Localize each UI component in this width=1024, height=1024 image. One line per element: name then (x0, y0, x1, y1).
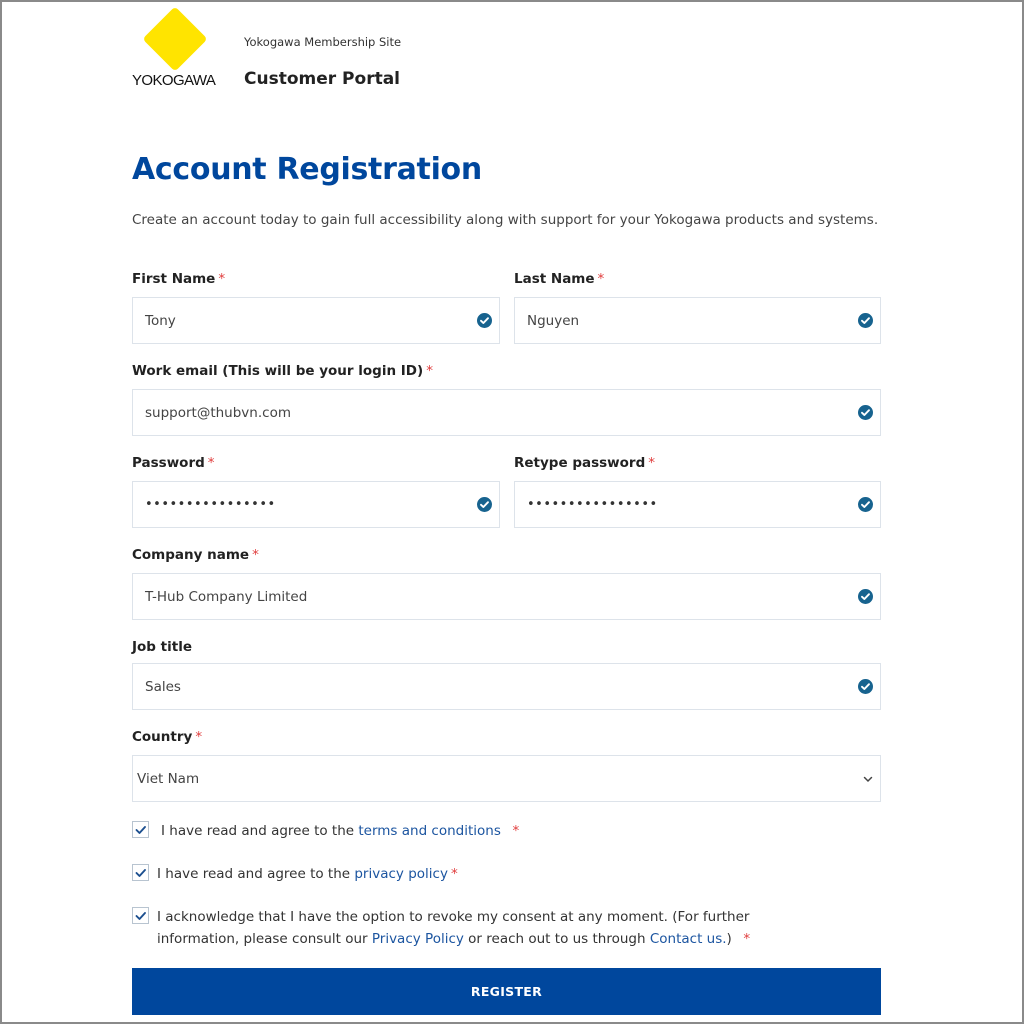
email-label (132, 363, 433, 379)
consent-terms-row (132, 820, 519, 842)
valid-check-icon (858, 589, 873, 604)
last-name-input[interactable] (514, 297, 881, 344)
logo-wordmark: YOKOGAWA (132, 72, 216, 89)
chevron-down-icon (862, 773, 874, 785)
site-title: Customer Portal (244, 69, 400, 89)
valid-check-icon (858, 313, 873, 328)
required-asterisk: * (252, 547, 259, 563)
job-title-value: Sales (145, 678, 181, 695)
privacy-text (157, 863, 458, 885)
first-name-label-text: First Name (132, 271, 216, 287)
revoke-consent-checkbox[interactable] (132, 907, 149, 924)
valid-check-icon (858, 679, 873, 694)
required-asterisk: * (207, 455, 215, 471)
retype-password-input[interactable] (514, 481, 881, 528)
consent-revoke-row (132, 906, 832, 950)
retype-password-label (514, 455, 655, 471)
valid-check-icon (858, 497, 873, 512)
email-label-text: Work email (This will be your login ID) (132, 363, 424, 379)
terms-checkbox[interactable] (132, 821, 149, 838)
country-value: Viet Nam (137, 770, 200, 787)
site-subtitle: Yokogawa Membership Site (244, 35, 402, 49)
company-input[interactable] (132, 573, 881, 620)
required-asterisk: * (743, 931, 751, 947)
required-asterisk: * (512, 823, 520, 839)
last-name-value: Nguyen (527, 312, 580, 329)
terms-text (161, 820, 519, 842)
valid-check-icon (477, 497, 492, 512)
valid-check-icon (477, 313, 492, 328)
required-asterisk: * (648, 455, 655, 471)
privacy-policy-link[interactable]: privacy policy (354, 866, 448, 882)
first-name-input[interactable] (132, 297, 500, 344)
terms-link[interactable]: terms and conditions (358, 823, 501, 839)
company-label (132, 547, 259, 563)
valid-check-icon (858, 405, 873, 420)
contact-us-link[interactable]: Contact us. (649, 931, 727, 947)
country-select[interactable] (132, 755, 881, 802)
email-value: support@thubvn.com (145, 404, 291, 421)
company-label-text: Company name (132, 547, 250, 563)
job-title-label-text: Job title (132, 639, 192, 655)
required-asterisk: * (450, 866, 458, 882)
password-label (132, 455, 215, 471)
required-asterisk: * (218, 271, 226, 287)
required-asterisk: * (597, 271, 605, 287)
last-name-label (514, 271, 604, 287)
privacy-policy-link-2[interactable]: Privacy Policy (371, 931, 464, 947)
privacy-checkbox[interactable] (132, 864, 149, 881)
intro-text: Create an account today to gain full accessibility along with support for your Yokogawa products and systems. (132, 212, 879, 228)
job-title-label (132, 639, 192, 655)
company-value: T-Hub Company Limited (145, 588, 308, 605)
yokogawa-logo[interactable] (132, 8, 222, 90)
password-label-text: Password (132, 455, 205, 471)
logo-diamond-icon (142, 6, 207, 71)
revoke-middle: or reach out to us through (463, 931, 650, 947)
terms-prefix: I have read and agree to the (161, 823, 359, 839)
register-button[interactable]: REGISTER (132, 968, 881, 1015)
required-asterisk: * (195, 729, 203, 745)
password-input[interactable] (132, 481, 500, 528)
retype-password-value: •••••••••••••••• (527, 497, 658, 512)
revoke-suffix: ) (726, 931, 732, 947)
required-asterisk: * (426, 363, 433, 379)
privacy-prefix: I have read and agree to the (157, 866, 355, 882)
retype-password-label-text: Retype password (514, 455, 646, 471)
last-name-label-text: Last Name (514, 271, 595, 287)
first-name-label (132, 271, 225, 287)
page-title: Account Registration (132, 152, 482, 187)
country-label-text: Country (132, 729, 193, 745)
revoke-prefix: I acknowledge that I have the option to revoke my consent at any moment. (For further information, please consult our (157, 909, 750, 947)
job-title-input[interactable] (132, 663, 881, 710)
country-label (132, 729, 202, 745)
email-input[interactable] (132, 389, 881, 436)
revoke-text (157, 906, 832, 950)
consent-privacy-row (132, 863, 458, 885)
password-value: •••••••••••••••• (145, 497, 276, 512)
first-name-value: Tony (145, 312, 176, 329)
